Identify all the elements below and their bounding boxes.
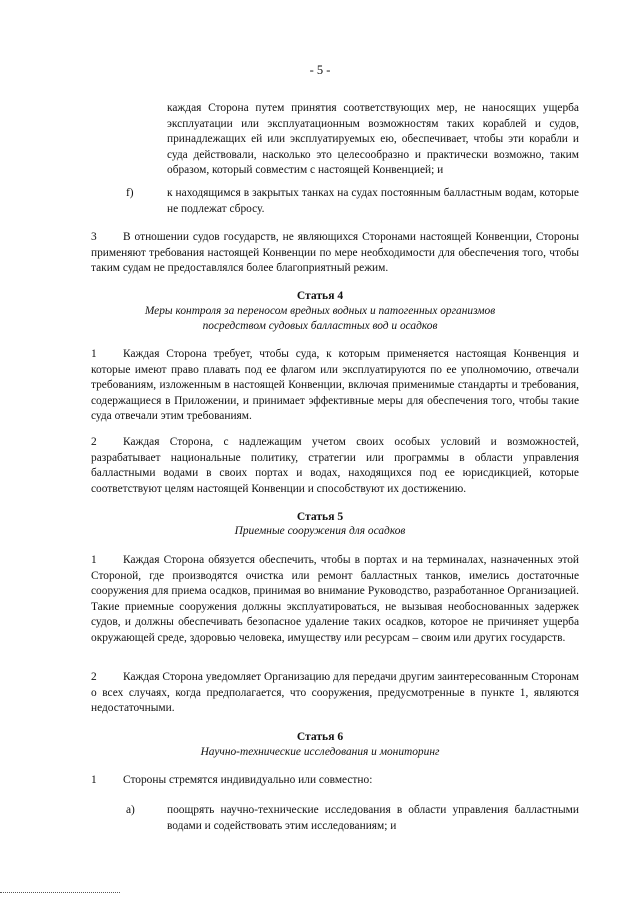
article-6-subtitle: Научно-технические исследования и мониторинг (200, 746, 440, 758)
article-5-paragraph-1: Каждая Сторона обязуется обеспечить, чтобы в портах и на терминалах, назначенных этой Стороной, где производятся очистка или ремонт балластных танков, имелись достаточные сооружения для приема осадков, принимая во внимание Руководство, разработанное Организацией. Такие приемные сооружения должны эксплуатироваться, не вызывая необоснованных задержек судов, и должны обеспечивать безопасное удаление таких осадков, которое не причиняет ущерба окружающей среде, здоровью человека, имуществу или ресурсам – своим или других государств. (91, 554, 579, 644)
article-4-paragraph-2: Каждая Сторона, с надлежащим учетом своих особых условий и возможностей, разрабатывает национальные политику, стратегии или программы в области управления балластными водами в своих портах и водах, находящихся под ее юрисдикцией, которые соответствуют целям настоящей Конвенции и способствуют их достижению. (91, 436, 579, 495)
paragraph-number: 1 (91, 774, 97, 786)
article-4-subtitle-line-1: Меры контроля за переносом вредных водных и патогенных организмов (144, 305, 496, 317)
article-6-heading: Статья 6 (296, 730, 344, 743)
list-item-f: к находящимся в закрытых танках на судах постоянным балластным водам, которые не подлежат сбросу. (167, 187, 579, 215)
list-marker-a: а) (126, 804, 135, 816)
article-5-paragraph-2: Каждая Сторона уведомляет Организацию для передачи другим заинтересованным Сторонам о всех случаях, когда предполагается, что сооружения, предусмотренные в пункте 1, являются недостаточными. (91, 671, 579, 715)
article-5-heading: Статья 5 (296, 510, 344, 523)
paragraph-3: В отношении судов государств, не являющихся Сторонами настоящей Конвенции, Стороны применяют требования настоящей Конвенции по мере необходимости для обеспечения того, чтобы таким судам не предоставлялся более благоприятный режим. (91, 231, 579, 275)
paragraph-number: 2 (91, 436, 97, 448)
list-item-a: поощрять научно-технические исследования в области управления балластными водами и содействовать этим исследованиям; и (167, 804, 579, 832)
paragraph-number: 1 (91, 348, 97, 360)
page-number: - 5 - (309, 63, 331, 77)
paragraph-number: 3 (91, 231, 97, 243)
paragraph-continuation: каждая Сторона путем принятия соответствующих мер, не наносящих ущерба эксплуатации или эксплуатационным возможностям таких кораблей и судов, принадлежащих ей или эксплуатируемых ею, обеспечивает, чтобы эти корабли и суда действовали, насколько это целесообразно и практически возможно, таким образом, который совместим с настоящей Конвенцией; и (167, 102, 579, 177)
article-4-subtitle-line-2: посредством судовых балластных вод и осадков (202, 320, 438, 332)
list-marker-f: f) (126, 187, 134, 199)
article-4-paragraph-1: Каждая Сторона требует, чтобы суда, к которым применяется настоящая Конвенция и которые имеют право плавать под ее флагом или эксплуатируются по ее уполномочию, отвечали требованиям, изложенным в настоящей Конвенции, включая применимые стандарты и требования, содержащиеся в Приложении, и принимает эффективные меры для обеспечения того, чтобы такие суда отвечали этим требованиям. (91, 348, 579, 423)
article-4-heading: Статья 4 (296, 289, 344, 302)
paragraph-number: 1 (91, 554, 97, 566)
footer-divider (0, 892, 120, 893)
paragraph-number: 2 (91, 671, 97, 683)
article-6-paragraph-1: Стороны стремятся индивидуально или совместно: (123, 774, 373, 786)
article-5-subtitle: Приемные сооружения для осадков (234, 525, 406, 537)
